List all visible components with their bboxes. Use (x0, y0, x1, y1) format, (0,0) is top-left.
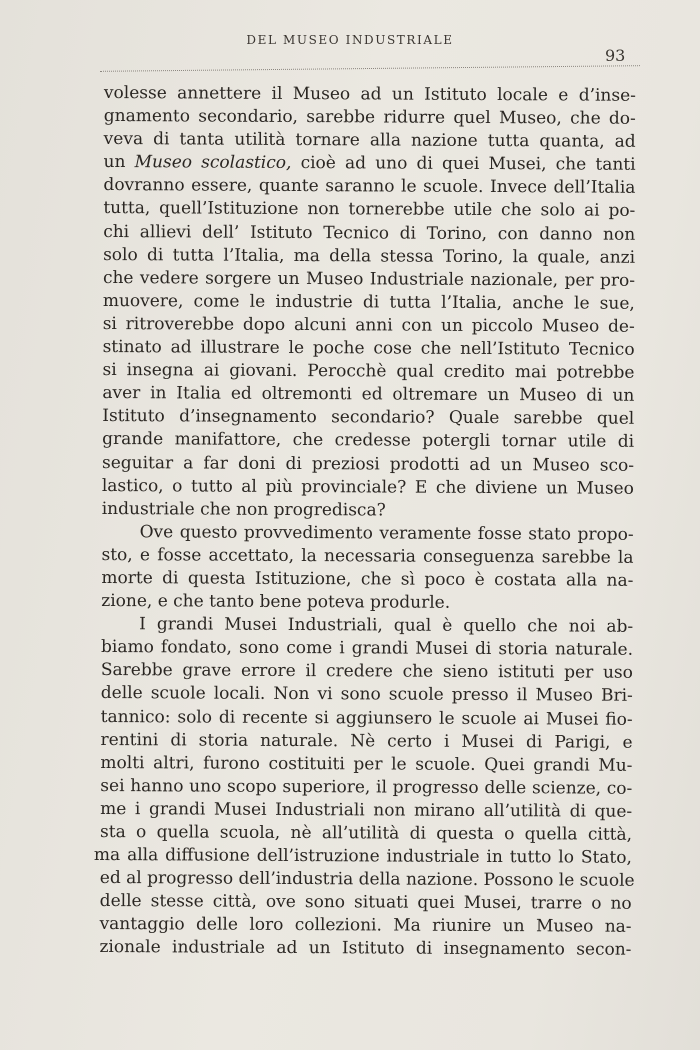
text-fragment: cioè ad uno di quei Musei, che tanti (291, 153, 636, 176)
text-line: sto, e fosse accettato, la necessaria conseguenza sarebbe la (101, 544, 634, 568)
text-line: si ritroverebbe dopo alcuni anni con un piccolo Museo de- (102, 313, 635, 337)
text-line: zionale industriale ad un Istituto di insegnamento secon- (99, 937, 632, 961)
text-line: lastico, o tutto al più provinciale? E che diviene un Museo (101, 475, 634, 499)
text-line: delle stesse città, ove sono situati quei Musei, trarre o no (99, 891, 632, 915)
text-line: molti altri, furono costituiti per le scuole. Quei grandi Mu- (100, 752, 633, 776)
header-rule (100, 65, 640, 72)
text-line: Ove questo provvedimento veramente fosse stato propo- (139, 521, 634, 545)
text-line: volesse annettere il Museo ad un Istituto locale e d’inse- (103, 82, 636, 106)
text-line: industriale che non progredisca? (101, 498, 386, 521)
text-line: Sarebbe grave errore il credere che sieno istituti per uso (100, 660, 633, 684)
text-line: Istituto d’insegnamento secondario? Quale sarebbe quel (102, 406, 635, 430)
running-head: DEL MUSEO INDUSTRIALE (246, 33, 454, 47)
text-fragment: un (103, 152, 135, 173)
text-line: biamo fondato, sono come i grandi Musei di storia naturale. (100, 637, 634, 661)
text-line (104, 151, 636, 177)
text-line: delle scuole locali. Non vi sono scuole presso il Museo Bri- (100, 683, 633, 707)
text-line: zione, e che tanto bene poteva produrle. (101, 591, 451, 613)
text-line: stinato ad illustrare le poche cose che nell’Istituto Tecnico (102, 337, 635, 360)
text-line: sei hanno uno scopo superiore, il progresso delle scienze, co- (100, 775, 633, 799)
text-line: si insegna ai giovani. Perocchè qual credito mai potrebbe (102, 360, 635, 383)
text-line: seguitar a far doni di preziosi prodotti ad un Museo sco- (101, 452, 635, 476)
text-line: tutta, quell’Istituzione non tornerebbe utile che solo ai po- (103, 198, 636, 222)
text-line: morte di questa Istituzione, che sì poco è costata alla na- (101, 567, 634, 591)
text-line: ed al progresso dell’industria della nazione. Possono le scuole (99, 868, 635, 891)
text-line: rentini di storia naturale. Nè certo i Musei di Parigi, e (100, 729, 633, 753)
text-line: che vedere sorgere un Museo Industriale nazionale, per pro- (102, 267, 636, 291)
text-line: veva di tanta utilità tornare alla nazione tutta quanta, ad (103, 129, 636, 152)
italic-phrase: Museo scolastico, (134, 152, 292, 174)
text-line: sta o quella scuola, nè all’utilità di questa o quella città, (100, 821, 633, 845)
page-number: 93 (605, 46, 626, 65)
text-line: dovranno essere, quante saranno le scuole. Invece dell’Italia (103, 175, 636, 199)
text-line: I grandi Musei Industriali, qual è quello che noi ab- (139, 614, 634, 637)
text-line: vantaggio delle loro collezioni. Ma riunire un Museo na- (99, 914, 632, 938)
text-line: aver in Italia ed oltremonti ed oltremare un Museo di un (102, 383, 635, 406)
text-line: ma alla diffusione dell’istruzione industriale in tutto lo Stato, (93, 845, 632, 868)
text-line: grande manifattore, che credesse potergli tornar utile di (102, 429, 635, 453)
text-line: solo di tutta l’Italia, ma della stessa Torino, la quale, anzi (103, 244, 636, 268)
text-line: gnamento secondario, sarebbe ridurre quel Museo, che do- (103, 106, 636, 129)
text-line: chi allievi dell’ Istituto Tecnico di Torino, con danno non (103, 221, 636, 245)
body-text (93, 82, 636, 962)
text-line: muovere, come le industrie di tutta l’Italia, anche le sue, (102, 290, 635, 314)
text-line: me i grandi Musei Industriali non mirano all’utilità di que- (100, 798, 633, 822)
text-line: tannico: solo di recente si aggiunsero le scuole ai Musei fio- (100, 706, 633, 730)
